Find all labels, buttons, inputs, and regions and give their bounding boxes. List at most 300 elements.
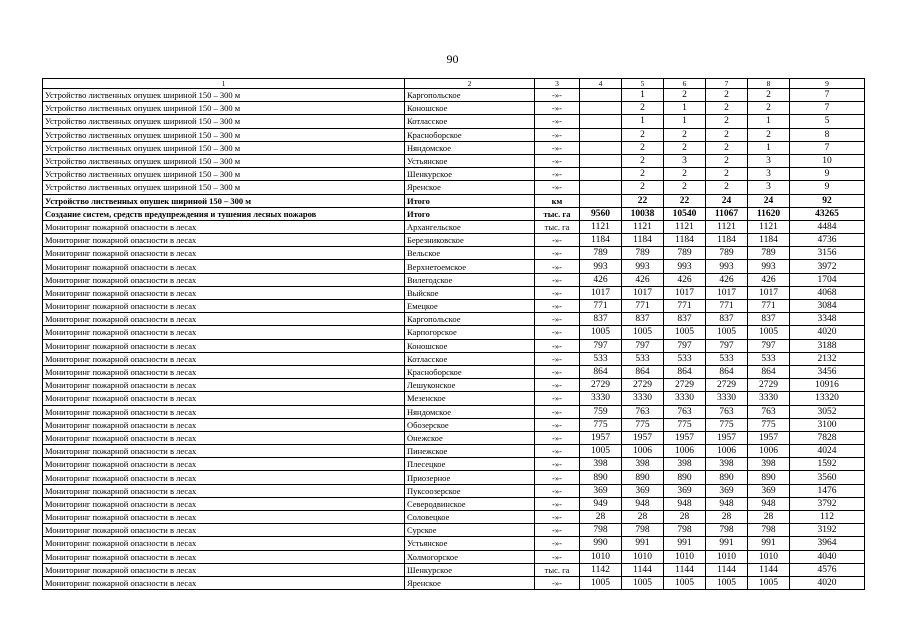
value-cell-col-6: 775 xyxy=(664,418,706,431)
activity-cell: Мониторинг пожарной опасности в лесах xyxy=(43,458,405,471)
unit-cell: км xyxy=(535,194,580,207)
value-cell-col-7: 398 xyxy=(706,458,748,471)
value-cell-col-8: 11620 xyxy=(748,207,790,220)
district-cell: Устьянское xyxy=(405,537,535,550)
value-cell-col-5: 1005 xyxy=(622,576,664,589)
district-cell: Котласское xyxy=(405,352,535,365)
value-cell-col-8: 1 xyxy=(748,141,790,154)
district-cell: Холмогорское xyxy=(405,550,535,563)
activity-cell: Мониторинг пожарной опасности в лесах xyxy=(43,365,405,378)
value-cell-col-5: 398 xyxy=(622,458,664,471)
value-cell-col-9: 10 xyxy=(790,154,865,167)
value-cell-col-6: 398 xyxy=(664,458,706,471)
district-cell: Верхнетоемское xyxy=(405,260,535,273)
value-cell-col-6: 2 xyxy=(664,141,706,154)
unit-cell: -»- xyxy=(535,89,580,102)
value-cell-col-7: 837 xyxy=(706,313,748,326)
value-cell-col-5: 2 xyxy=(622,102,664,115)
value-cell-col-9: 7 xyxy=(790,102,865,115)
value-cell-col-7: 797 xyxy=(706,339,748,352)
value-cell-col-6: 28 xyxy=(664,511,706,524)
activity-cell: Устройство лиственных опушек шириной 150 – 300 м xyxy=(43,128,405,141)
value-cell-col-5: 1005 xyxy=(622,326,664,339)
activity-cell: Устройство лиственных опушек шириной 150 – 300 м xyxy=(43,168,405,181)
header-cell-col-7: 7 xyxy=(706,79,748,89)
value-cell-col-8: 3 xyxy=(748,168,790,181)
district-cell: Пинежское xyxy=(405,445,535,458)
value-cell-col-7: 864 xyxy=(706,365,748,378)
activity-cell: Мониторинг пожарной опасности в лесах xyxy=(43,497,405,510)
value-cell-col-4: 2729 xyxy=(580,379,622,392)
value-cell-col-7: 763 xyxy=(706,405,748,418)
value-cell-col-6: 369 xyxy=(664,484,706,497)
value-cell-col-4: 797 xyxy=(580,339,622,352)
table-row xyxy=(43,260,865,273)
value-cell-col-6: 2 xyxy=(664,89,706,102)
table-row xyxy=(43,181,865,194)
column-number-header-row xyxy=(43,79,865,89)
unit-cell: -»- xyxy=(535,471,580,484)
district-cell: Шенкурское xyxy=(405,563,535,576)
unit-cell: -»- xyxy=(535,181,580,194)
table-row xyxy=(43,365,865,378)
district-cell: Коношское xyxy=(405,339,535,352)
value-cell-col-6: 1184 xyxy=(664,234,706,247)
value-cell-col-4: 1017 xyxy=(580,286,622,299)
value-cell-col-9: 4020 xyxy=(790,326,865,339)
district-cell: Няндомское xyxy=(405,141,535,154)
activity-cell: Мониторинг пожарной опасности в лесах xyxy=(43,471,405,484)
unit-cell: -»- xyxy=(535,576,580,589)
value-cell-col-5: 1957 xyxy=(622,431,664,444)
value-cell-col-9: 4020 xyxy=(790,576,865,589)
value-cell-col-9: 5 xyxy=(790,115,865,128)
table-row xyxy=(43,458,865,471)
value-cell-col-7: 1006 xyxy=(706,445,748,458)
value-cell-col-4: 1005 xyxy=(580,576,622,589)
value-cell-col-6: 2 xyxy=(664,181,706,194)
unit-cell: тыс. га xyxy=(535,207,580,220)
district-cell: Сурское xyxy=(405,524,535,537)
table-row xyxy=(43,497,865,510)
district-cell: Емецкое xyxy=(405,300,535,313)
value-cell-col-5: 1006 xyxy=(622,445,664,458)
value-cell-col-6: 3 xyxy=(664,154,706,167)
district-cell: Яренское xyxy=(405,181,535,194)
table-row xyxy=(43,524,865,537)
value-cell-col-7: 798 xyxy=(706,524,748,537)
value-cell-col-8: 864 xyxy=(748,365,790,378)
value-cell-col-5: 426 xyxy=(622,273,664,286)
district-cell: Вельское xyxy=(405,247,535,260)
value-cell-col-9: 1476 xyxy=(790,484,865,497)
value-cell-col-8: 369 xyxy=(748,484,790,497)
value-cell-col-8: 1010 xyxy=(748,550,790,563)
table-row xyxy=(43,511,865,524)
header-cell-col-1: 1 xyxy=(43,79,405,89)
value-cell-col-5: 10038 xyxy=(622,207,664,220)
value-cell-col-7: 2 xyxy=(706,128,748,141)
value-cell-col-7: 369 xyxy=(706,484,748,497)
table-row xyxy=(43,379,865,392)
value-cell-col-7: 2 xyxy=(706,115,748,128)
value-cell-col-5: 2 xyxy=(622,181,664,194)
value-cell-col-4: 890 xyxy=(580,471,622,484)
value-cell-col-5: 2 xyxy=(622,128,664,141)
table-row xyxy=(43,352,865,365)
table-row xyxy=(43,431,865,444)
value-cell-col-7: 2 xyxy=(706,168,748,181)
value-cell-col-7: 1005 xyxy=(706,326,748,339)
value-cell-col-5: 28 xyxy=(622,511,664,524)
table-row xyxy=(43,550,865,563)
activity-cell: Мониторинг пожарной опасности в лесах xyxy=(43,220,405,233)
value-cell-col-9: 3052 xyxy=(790,405,865,418)
value-cell-col-9: 9 xyxy=(790,181,865,194)
unit-cell: -»- xyxy=(535,537,580,550)
unit-cell: -»- xyxy=(535,418,580,431)
value-cell-col-6: 789 xyxy=(664,247,706,260)
activity-cell: Устройство лиственных опушек шириной 150 – 300 м xyxy=(43,194,405,207)
value-cell-col-9: 4736 xyxy=(790,234,865,247)
value-cell-col-5: 3330 xyxy=(622,392,664,405)
value-cell-col-8: 763 xyxy=(748,405,790,418)
unit-cell: -»- xyxy=(535,497,580,510)
value-cell-col-5: 798 xyxy=(622,524,664,537)
activity-cell: Мониторинг пожарной опасности в лесах xyxy=(43,431,405,444)
value-cell-col-7: 789 xyxy=(706,247,748,260)
value-cell-col-6: 10540 xyxy=(664,207,706,220)
value-cell-col-5: 533 xyxy=(622,352,664,365)
value-cell-col-5: 763 xyxy=(622,405,664,418)
value-cell-col-6: 1005 xyxy=(664,576,706,589)
value-cell-col-9: 3560 xyxy=(790,471,865,484)
value-cell-col-4: 837 xyxy=(580,313,622,326)
value-cell-col-4 xyxy=(580,181,622,194)
value-cell-col-4 xyxy=(580,128,622,141)
value-cell-col-5: 864 xyxy=(622,365,664,378)
value-cell-col-8: 1 xyxy=(748,115,790,128)
value-cell-col-9: 3100 xyxy=(790,418,865,431)
unit-cell: тыс. га xyxy=(535,220,580,233)
activity-cell: Мониторинг пожарной опасности в лесах xyxy=(43,418,405,431)
value-cell-col-8: 1005 xyxy=(748,326,790,339)
value-cell-col-4: 993 xyxy=(580,260,622,273)
activity-cell: Мониторинг пожарной опасности в лесах xyxy=(43,286,405,299)
value-cell-col-9: 3456 xyxy=(790,365,865,378)
unit-cell: -»- xyxy=(535,247,580,260)
value-cell-col-4 xyxy=(580,102,622,115)
value-cell-col-6: 22 xyxy=(664,194,706,207)
value-cell-col-4: 1184 xyxy=(580,234,622,247)
unit-cell: -»- xyxy=(535,524,580,537)
district-cell: Обозерское xyxy=(405,418,535,431)
header-cell-col-8: 8 xyxy=(748,79,790,89)
value-cell-col-6: 3330 xyxy=(664,392,706,405)
page-number: 90 xyxy=(446,52,459,66)
value-cell-col-8: 24 xyxy=(748,194,790,207)
value-cell-col-8: 398 xyxy=(748,458,790,471)
activity-cell: Мониторинг пожарной опасности в лесах xyxy=(43,524,405,537)
value-cell-col-4: 949 xyxy=(580,497,622,510)
table-body xyxy=(43,89,865,590)
table-row xyxy=(43,247,865,260)
value-cell-col-9: 3348 xyxy=(790,313,865,326)
value-cell-col-8: 2 xyxy=(748,102,790,115)
value-cell-col-4 xyxy=(580,194,622,207)
activity-cell: Мониторинг пожарной опасности в лесах xyxy=(43,405,405,418)
district-cell: Яренское xyxy=(405,576,535,589)
table-row xyxy=(43,234,865,247)
header-cell-col-4: 4 xyxy=(580,79,622,89)
district-cell: Няндомское xyxy=(405,405,535,418)
value-cell-col-5: 948 xyxy=(622,497,664,510)
unit-cell: -»- xyxy=(535,379,580,392)
table-row xyxy=(43,563,865,576)
value-cell-col-7: 3330 xyxy=(706,392,748,405)
activity-cell: Мониторинг пожарной опасности в лесах xyxy=(43,273,405,286)
value-cell-col-8: 2 xyxy=(748,89,790,102)
value-cell-col-8: 993 xyxy=(748,260,790,273)
header-cell-col-6: 6 xyxy=(664,79,706,89)
value-cell-col-4: 798 xyxy=(580,524,622,537)
value-cell-col-6: 948 xyxy=(664,497,706,510)
value-cell-col-6: 2 xyxy=(664,168,706,181)
table-row xyxy=(43,128,865,141)
value-cell-col-8: 1005 xyxy=(748,576,790,589)
unit-cell: -»- xyxy=(535,365,580,378)
value-cell-col-6: 1 xyxy=(664,115,706,128)
table-row xyxy=(43,286,865,299)
district-cell: Красноборское xyxy=(405,128,535,141)
value-cell-col-6: 771 xyxy=(664,300,706,313)
district-cell: Онежское xyxy=(405,431,535,444)
value-cell-col-8: 3 xyxy=(748,154,790,167)
value-cell-col-8: 1017 xyxy=(748,286,790,299)
value-cell-col-8: 991 xyxy=(748,537,790,550)
activity-cell: Устройство лиственных опушек шириной 150 – 300 м xyxy=(43,181,405,194)
unit-cell: -»- xyxy=(535,260,580,273)
value-cell-col-9: 7 xyxy=(790,141,865,154)
value-cell-col-5: 2 xyxy=(622,168,664,181)
unit-cell: -»- xyxy=(535,431,580,444)
header-cell-col-9: 9 xyxy=(790,79,865,89)
value-cell-col-7: 993 xyxy=(706,260,748,273)
unit-cell: -»- xyxy=(535,392,580,405)
value-cell-col-7: 11067 xyxy=(706,207,748,220)
district-cell: Лешуконское xyxy=(405,379,535,392)
value-cell-col-9: 9 xyxy=(790,168,865,181)
unit-cell: -»- xyxy=(535,273,580,286)
activity-cell: Мониторинг пожарной опасности в лесах xyxy=(43,511,405,524)
activity-cell: Мониторинг пожарной опасности в лесах xyxy=(43,352,405,365)
unit-cell: -»- xyxy=(535,300,580,313)
value-cell-col-7: 24 xyxy=(706,194,748,207)
district-cell: Мезенское xyxy=(405,392,535,405)
value-cell-col-9: 3972 xyxy=(790,260,865,273)
activity-cell: Мониторинг пожарной опасности в лесах xyxy=(43,313,405,326)
district-cell: Красноборское xyxy=(405,365,535,378)
table-row xyxy=(43,313,865,326)
value-cell-col-7: 991 xyxy=(706,537,748,550)
value-cell-col-4: 1005 xyxy=(580,445,622,458)
district-cell: Шенкурское xyxy=(405,168,535,181)
value-cell-col-5: 369 xyxy=(622,484,664,497)
unit-cell: -»- xyxy=(535,141,580,154)
activity-cell: Мониторинг пожарной опасности в лесах xyxy=(43,563,405,576)
value-cell-col-6: 798 xyxy=(664,524,706,537)
value-cell-col-4: 1010 xyxy=(580,550,622,563)
unit-cell: -»- xyxy=(535,511,580,524)
activity-cell: Мониторинг пожарной опасности в лесах xyxy=(43,260,405,273)
unit-cell: -»- xyxy=(535,313,580,326)
value-cell-col-8: 3330 xyxy=(748,392,790,405)
value-cell-col-8: 948 xyxy=(748,497,790,510)
value-cell-col-5: 991 xyxy=(622,537,664,550)
value-cell-col-6: 1005 xyxy=(664,326,706,339)
activity-cell: Мониторинг пожарной опасности в лесах xyxy=(43,576,405,589)
activity-cell: Мониторинг пожарной опасности в лесах xyxy=(43,484,405,497)
value-cell-col-9: 4576 xyxy=(790,563,865,576)
activity-cell: Мониторинг пожарной опасности в лесах xyxy=(43,247,405,260)
value-cell-col-5: 993 xyxy=(622,260,664,273)
value-cell-col-6: 1010 xyxy=(664,550,706,563)
value-cell-col-4: 1121 xyxy=(580,220,622,233)
activity-cell: Устройство лиственных опушек шириной 150 – 300 м xyxy=(43,89,405,102)
value-cell-col-5: 2729 xyxy=(622,379,664,392)
value-cell-col-5: 789 xyxy=(622,247,664,260)
value-cell-col-7: 1005 xyxy=(706,576,748,589)
value-cell-col-6: 1017 xyxy=(664,286,706,299)
value-cell-col-6: 993 xyxy=(664,260,706,273)
value-cell-col-8: 1184 xyxy=(748,234,790,247)
district-cell: Приозерное xyxy=(405,471,535,484)
value-cell-col-7: 426 xyxy=(706,273,748,286)
activity-cell: Устройство лиственных опушек шириной 150 – 300 м xyxy=(43,141,405,154)
value-cell-col-6: 864 xyxy=(664,365,706,378)
value-cell-col-8: 533 xyxy=(748,352,790,365)
district-cell: Итого xyxy=(405,207,535,220)
value-cell-col-6: 890 xyxy=(664,471,706,484)
value-cell-col-6: 797 xyxy=(664,339,706,352)
table-row xyxy=(43,326,865,339)
district-cell: Каргопольское xyxy=(405,313,535,326)
activity-cell: Устройство лиственных опушек шириной 150 – 300 м xyxy=(43,102,405,115)
value-cell-col-9: 13320 xyxy=(790,392,865,405)
value-cell-col-6: 1144 xyxy=(664,563,706,576)
activity-cell: Мониторинг пожарной опасности в лесах xyxy=(43,339,405,352)
activity-cell: Мониторинг пожарной опасности в лесах xyxy=(43,537,405,550)
value-cell-col-6: 2 xyxy=(664,128,706,141)
value-cell-col-8: 1144 xyxy=(748,563,790,576)
value-cell-col-8: 28 xyxy=(748,511,790,524)
activity-cell: Устройство лиственных опушек шириной 150 – 300 м xyxy=(43,115,405,128)
table-row xyxy=(43,445,865,458)
activity-cell: Мониторинг пожарной опасности в лесах xyxy=(43,379,405,392)
value-cell-col-6: 1 xyxy=(664,102,706,115)
header-cell-col-3: 3 xyxy=(535,79,580,89)
district-cell: Итого xyxy=(405,194,535,207)
district-cell: Устьянское xyxy=(405,154,535,167)
table-row xyxy=(43,339,865,352)
table-row xyxy=(43,168,865,181)
value-cell-col-8: 771 xyxy=(748,300,790,313)
value-cell-col-5: 1184 xyxy=(622,234,664,247)
forestry-measures-table xyxy=(42,78,865,590)
value-cell-col-8: 890 xyxy=(748,471,790,484)
table-row xyxy=(43,115,865,128)
value-cell-col-7: 775 xyxy=(706,418,748,431)
unit-cell: -»- xyxy=(535,339,580,352)
value-cell-col-7: 2 xyxy=(706,89,748,102)
value-cell-col-8: 3 xyxy=(748,181,790,194)
value-cell-col-9: 7828 xyxy=(790,431,865,444)
value-cell-col-5: 1144 xyxy=(622,563,664,576)
value-cell-col-5: 1121 xyxy=(622,220,664,233)
table-row xyxy=(43,484,865,497)
table-row xyxy=(43,405,865,418)
value-cell-col-6: 1006 xyxy=(664,445,706,458)
value-cell-col-9: 112 xyxy=(790,511,865,524)
value-cell-col-4: 9560 xyxy=(580,207,622,220)
activity-cell: Мониторинг пожарной опасности в лесах xyxy=(43,550,405,563)
value-cell-col-4: 3330 xyxy=(580,392,622,405)
value-cell-col-4: 369 xyxy=(580,484,622,497)
activity-cell: Мониторинг пожарной опасности в лесах xyxy=(43,234,405,247)
value-cell-col-9: 3192 xyxy=(790,524,865,537)
value-cell-col-4 xyxy=(580,154,622,167)
unit-cell: -»- xyxy=(535,115,580,128)
unit-cell: -»- xyxy=(535,154,580,167)
value-cell-col-6: 763 xyxy=(664,405,706,418)
value-cell-col-9: 4024 xyxy=(790,445,865,458)
value-cell-col-4 xyxy=(580,89,622,102)
value-cell-col-5: 2 xyxy=(622,154,664,167)
table-row xyxy=(43,300,865,313)
table-row xyxy=(43,576,865,589)
value-cell-col-9: 3084 xyxy=(790,300,865,313)
value-cell-col-5: 1 xyxy=(622,89,664,102)
district-cell: Соловецкое xyxy=(405,511,535,524)
district-cell: Котласское xyxy=(405,115,535,128)
value-cell-col-5: 22 xyxy=(622,194,664,207)
value-cell-col-8: 797 xyxy=(748,339,790,352)
value-cell-col-4: 533 xyxy=(580,352,622,365)
value-cell-col-4: 864 xyxy=(580,365,622,378)
unit-cell: -»- xyxy=(535,445,580,458)
value-cell-col-7: 2 xyxy=(706,102,748,115)
value-cell-col-7: 1121 xyxy=(706,220,748,233)
unit-cell: -»- xyxy=(535,405,580,418)
value-cell-col-4: 1005 xyxy=(580,326,622,339)
value-cell-col-9: 1704 xyxy=(790,273,865,286)
value-cell-col-7: 2 xyxy=(706,181,748,194)
value-cell-col-7: 1010 xyxy=(706,550,748,563)
value-cell-col-6: 426 xyxy=(664,273,706,286)
value-cell-col-6: 1957 xyxy=(664,431,706,444)
unit-cell: -»- xyxy=(535,484,580,497)
district-cell: Северодвинское xyxy=(405,497,535,510)
district-cell: Коношское xyxy=(405,102,535,115)
unit-cell: -»- xyxy=(535,128,580,141)
value-cell-col-5: 771 xyxy=(622,300,664,313)
value-cell-col-8: 2 xyxy=(748,128,790,141)
value-cell-col-9: 1592 xyxy=(790,458,865,471)
value-cell-col-4: 426 xyxy=(580,273,622,286)
activity-cell: Создание систем, средств предупреждения и тушения лесных пожаров xyxy=(43,207,405,220)
value-cell-col-4: 1142 xyxy=(580,563,622,576)
value-cell-col-7: 533 xyxy=(706,352,748,365)
